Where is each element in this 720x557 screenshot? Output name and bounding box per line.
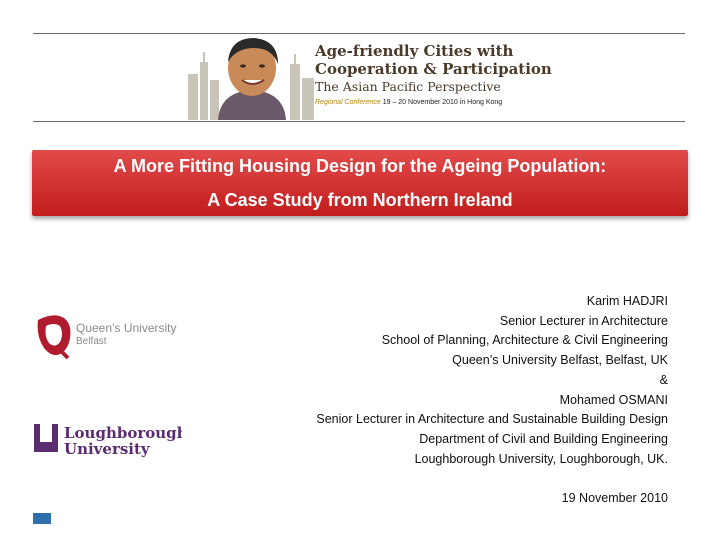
banner-conference — [315, 98, 545, 108]
title-line2: A Case Study from Northern Ireland — [207, 190, 513, 210]
author2-department: Department of Civil and Building Engineering — [419, 431, 668, 446]
banner-line2: Cooperation & Participation — [315, 60, 552, 78]
author1-school: School of Planning, Architecture & Civil Engineering — [381, 333, 668, 348]
author2-title: Senior Lecturer in Architecture and Sustainable Building Design — [316, 412, 668, 427]
title-line1: A More Fitting Housing Design for the Ageing Population: — [113, 156, 607, 176]
banner-photo — [180, 34, 320, 120]
author1-name: Karim HADJRI — [586, 294, 668, 308]
banner-line3: The Asian Pacific Perspective — [315, 79, 501, 94]
qub-logo — [34, 314, 184, 360]
author2-name: Mohamed OSMANI — [559, 392, 668, 407]
conference-banner — [180, 34, 552, 120]
title-box — [32, 150, 688, 216]
loughborough-logo — [32, 420, 182, 460]
footer-square — [33, 513, 51, 524]
banner-line1: Age-friendly Cities with — [315, 42, 514, 60]
conference-label: Regional Conference — [315, 99, 381, 106]
qub-city: Belfast — [76, 336, 107, 347]
lboro-university: University — [64, 440, 150, 458]
qub-name: Queen’s University — [76, 321, 177, 335]
banner-text — [315, 42, 552, 108]
author1-title: Senior Lecturer in Architecture — [499, 313, 668, 328]
spacer-line — [316, 469, 668, 489]
ampersand: & — [659, 372, 668, 387]
author-info — [316, 292, 668, 509]
author2-university: Loughborough University, Loughborough, UK. — [414, 451, 668, 466]
conference-dates: 19 – 20 November 2010 in Hong Kong — [382, 99, 503, 106]
header-bottom-rule — [33, 121, 685, 122]
author1-university: Queen’s University Belfast, Belfast, UK — [452, 353, 668, 368]
lboro-name: Loughborough — [64, 424, 182, 442]
presentation-date: 19 November 2010 — [561, 491, 668, 506]
